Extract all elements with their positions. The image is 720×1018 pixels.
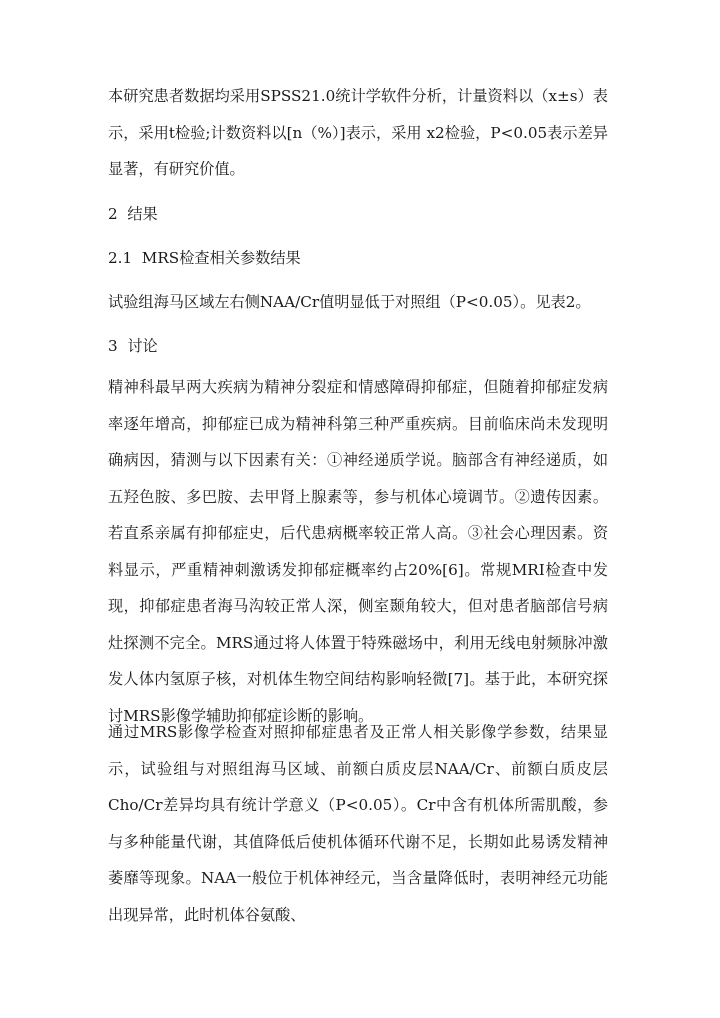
paragraph-discussion-1: 精神科最早两大疾病为精神分裂症和情感障碍抑郁症，但随着抑郁症发病率逐年增高，抑郁症已成为精神科第三种严重疾病。目前临床尚未发现明确病因，猜测与以下因素有关：①神经递质学说。脑部含有神经递质，如五羟色胺、多巴胺、去甲肾上腺素等，参与机体心境调节。②遗传因素。若直系亲属有抑郁症史，后代患病概率较正常人高。③社会心理因素。资料显示，严重精神刺激诱发抑郁症概率约占20%[6]。常规MRI检查中发现，抑郁症患者海马沟较正常人深，侧室颞角较大，但对患者脑部信号病灶探测不完全。MRS通过将人体置于特殊磁场中，利用无线电射频脉冲激发人体内氢原子核，对机体生物空间结构影响轻微[7]。基于此，本研究探讨MRS影像学辅助抑郁症诊断的影响。 bbox=[108, 378, 608, 725]
paragraph-discussion-2: 通过MRS影像学检查对照抑郁症患者及正常人相关影像学参数，结果显示，试验组与对照组海马区域、前额白质皮层NAA/Cr、前额白质皮层Cho/Cr差异均具有统计学意义（P<0.05）。Cr中含有机体所需肌酸，参与多种能量代谢，其值降低后使机体循环代谢不足，长期如此易诱发精神萎靡等现象。NAA一般位于机体神经元，当含量降低时，表明神经元功能出现异常，此时机体谷氨酸、 bbox=[108, 723, 608, 924]
subsection-heading-mrs: 2.1 MRS检查相关参数结果 bbox=[108, 249, 301, 267]
paragraph-statistics: 本研究患者数据均采用SPSS21.0统计学软件分析，计量资料以（x±s）表示，采用t检验;计数资料以[n（%）]表示，采用 x2检验，P<0.05表示差异显著，有研究价值。 bbox=[108, 87, 608, 178]
section-heading-results: 2 结果 bbox=[108, 205, 158, 223]
section-heading-discussion: 3 讨论 bbox=[108, 337, 158, 355]
paragraph-results: 试验组海马区域左右侧NAA/Cr值明显低于对照组（P<0.05）。见表2。 bbox=[108, 293, 591, 311]
